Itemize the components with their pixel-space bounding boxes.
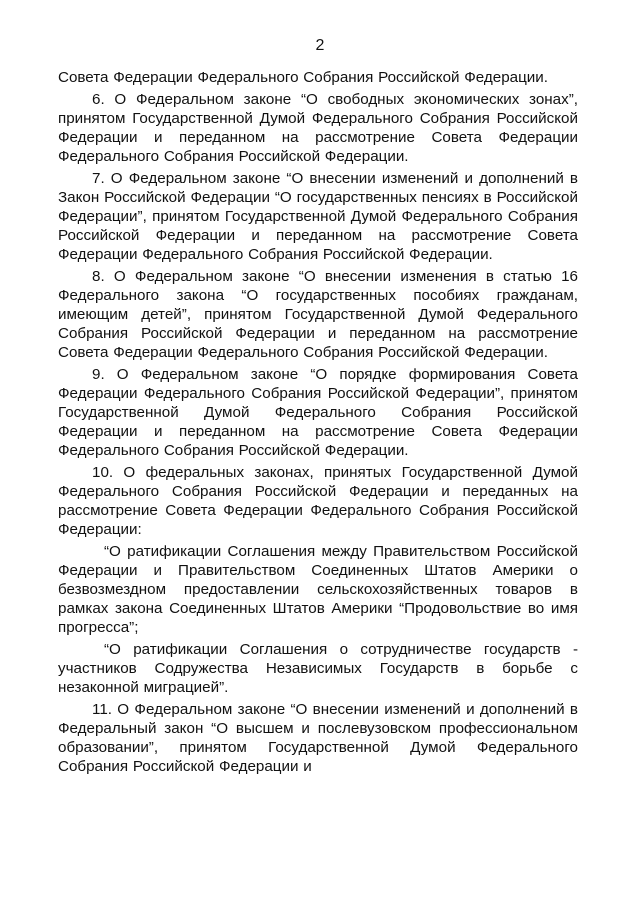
paragraph-item-6: 6. О Федеральном законе “О свободных экономических зонах”, принятом Государственной Думой Федерального Собрания Российской Федерации и переданном на рассмотрение Совета Федерации Федерального Собрания Российской Федерации. (58, 91, 578, 165)
paragraph-continuation: Совета Федерации Федерального Собрания Российской Федерации. (58, 69, 548, 86)
paragraph-item-11: 11. О Федеральном законе “О внесении изменений и дополнений в Федеральный закон “О высшем и послевузовском профессиональном образовании”, принятом Государственной Думой Федерального Собрания Российской Федерации и (58, 701, 578, 775)
document-body (58, 68, 578, 779)
paragraph-item-10: 10. О федеральных законах, принятых Государственной Думой Федерального Собрания Российской Федерации и переданных на рассмотрение Совета Федерации Федерального Собрания Российской Федерации: (58, 464, 578, 538)
paragraph-item-10-law-2: “О ратификации Соглашения о сотрудничестве государств - участников Содружества Независимых Государств в борьбе с незаконной миграцией”. (58, 641, 578, 696)
paragraph-item-8: 8. О Федеральном законе “О внесении изменения в статью 16 Федерального закона “О государственных пособиях гражданам, имеющим детей”, принятом Государственной Думой Федерального Собрания Российской Федерации и переданном на рассмотрение Совета Федерации Федерального Собрания Российской Федерации. (58, 268, 578, 361)
page-number: 2 (315, 37, 325, 54)
paragraph-item-10-law-1: “О ратификации Соглашения между Правительством Российской Федерации и Правительством Соединенных Штатов Америки о безвозмездном предоставлении сельскохозяйственных товаров в рамках закона Соединенных Штатов Америки “Продовольствие во имя прогресса”; (58, 543, 578, 636)
paragraph-item-7: 7. О Федеральном законе “О внесении изменений и дополнений в Закон Российской Федерации “О государственных пенсиях в Российской Федерации”, принятом Государственной Думой Федерального Собрания Российской Федерации и переданном на рассмотрение Совета Федерации Федерального Собрания Российской Федерации. (58, 170, 578, 263)
paragraph-item-9: 9. О Федеральном законе “О порядке формирования Совета Федерации Федерального Собрания Российской Федерации”, принятом Государственной Думой Федерального Собрания Российской Федерации и переданном на рассмотрение Совета Федерации Федерального Собрания Российской Федерации. (58, 366, 578, 459)
